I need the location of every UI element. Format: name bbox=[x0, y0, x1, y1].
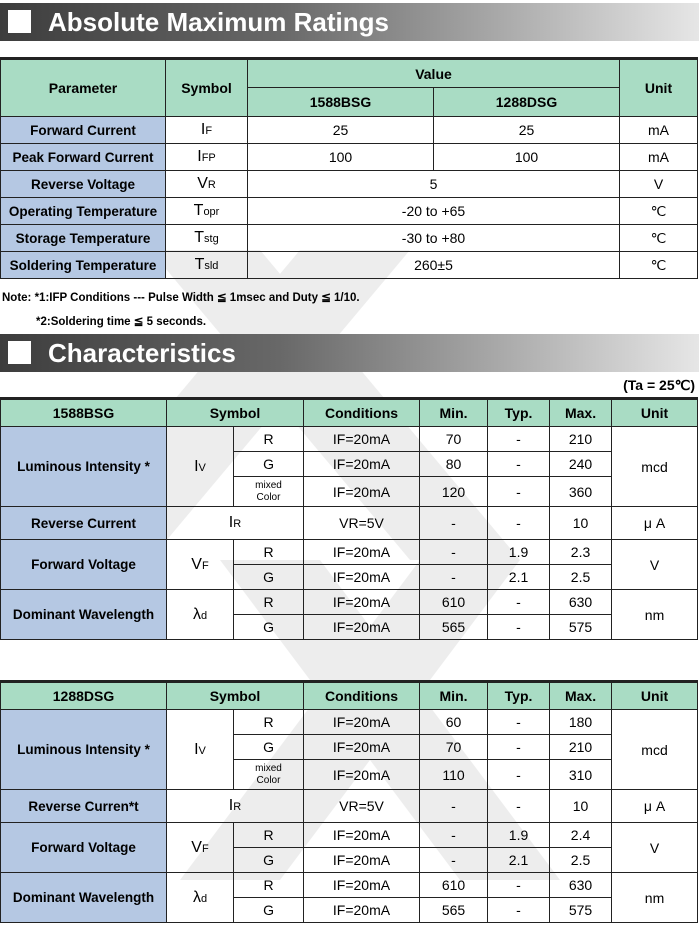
symbol-cell: Tstg bbox=[166, 225, 248, 252]
param-label: Forward Voltage bbox=[1, 540, 167, 590]
typ-cell: - bbox=[488, 735, 550, 760]
max-cell: 630 bbox=[550, 590, 612, 615]
max-cell: 575 bbox=[550, 615, 612, 640]
max-cell: 210 bbox=[550, 735, 612, 760]
max-cell: 240 bbox=[550, 452, 612, 477]
param-label: Soldering Temperature bbox=[1, 252, 166, 279]
typ-cell: 1.9 bbox=[488, 540, 550, 565]
header-model-a: 1588BSG bbox=[248, 88, 434, 117]
table-row bbox=[1, 540, 698, 565]
typ-cell: 2.1 bbox=[488, 848, 550, 873]
table-row bbox=[1, 117, 698, 144]
table-row bbox=[1, 873, 698, 898]
condition-cell: IF=20mA bbox=[304, 615, 420, 640]
min-cell: 610 bbox=[420, 590, 488, 615]
max-cell: 310 bbox=[550, 760, 612, 790]
color-cell: G bbox=[234, 898, 304, 923]
header-min: Min. bbox=[420, 399, 488, 427]
max-cell: 2.4 bbox=[550, 823, 612, 848]
typ-cell: - bbox=[488, 427, 550, 452]
typ-cell: - bbox=[488, 452, 550, 477]
min-cell: - bbox=[420, 507, 488, 540]
section-title: Absolute Maximum Ratings bbox=[48, 7, 389, 37]
symbol-cell: IR bbox=[167, 790, 304, 823]
symbol-cell: Tsld bbox=[166, 252, 248, 279]
param-label: Forward Current bbox=[1, 117, 166, 144]
condition-cell: IF=20mA bbox=[304, 848, 420, 873]
min-cell: - bbox=[420, 540, 488, 565]
table-row bbox=[1, 507, 698, 540]
condition-cell: IF=20mA bbox=[304, 898, 420, 923]
param-label: Storage Temperature bbox=[1, 225, 166, 252]
condition-cell: IF=20mA bbox=[304, 735, 420, 760]
param-label: Reverse Curren*t bbox=[1, 790, 167, 823]
unit-cell: μ A bbox=[612, 790, 698, 823]
header-model-b: 1288DSG bbox=[434, 88, 620, 117]
table-row bbox=[1, 823, 698, 848]
section-square-icon bbox=[8, 10, 31, 33]
typ-cell: - bbox=[488, 615, 550, 640]
max-cell: 575 bbox=[550, 898, 612, 923]
symbol-cell: VF bbox=[167, 823, 234, 873]
typ-cell: 2.1 bbox=[488, 565, 550, 590]
min-cell: 110 bbox=[420, 760, 488, 790]
symbol-cell: IV bbox=[167, 427, 234, 507]
symbol-cell: VR bbox=[166, 171, 248, 198]
unit-cell: ℃ bbox=[620, 198, 698, 225]
condition-cell: IF=20mA bbox=[304, 540, 420, 565]
typ-cell: - bbox=[488, 590, 550, 615]
section-header-characteristics bbox=[0, 334, 699, 372]
table-row bbox=[1, 427, 698, 452]
color-cell: R bbox=[234, 873, 304, 898]
color-cell: mixed Color bbox=[234, 477, 304, 507]
color-cell: G bbox=[234, 615, 304, 640]
min-cell: 70 bbox=[420, 735, 488, 760]
condition-cell: IF=20mA bbox=[304, 590, 420, 615]
table-row bbox=[1, 198, 698, 225]
unit-cell: mA bbox=[620, 144, 698, 171]
value-cell: 260±5 bbox=[248, 252, 620, 279]
header-parameter: Parameter bbox=[1, 59, 166, 117]
typ-cell: 1.9 bbox=[488, 823, 550, 848]
value-cell: 5 bbox=[248, 171, 620, 198]
header-conditions: Conditions bbox=[304, 682, 420, 710]
typ-cell: - bbox=[488, 898, 550, 923]
param-label: Peak Forward Current bbox=[1, 144, 166, 171]
unit-cell: V bbox=[612, 823, 698, 873]
unit-cell: V bbox=[620, 171, 698, 198]
section-header-absolute-max bbox=[0, 3, 699, 41]
max-cell: 210 bbox=[550, 427, 612, 452]
header-unit: Unit bbox=[612, 682, 698, 710]
unit-cell: ℃ bbox=[620, 252, 698, 279]
condition-cell: IF=20mA bbox=[304, 565, 420, 590]
header-symbol: Symbol bbox=[166, 59, 248, 117]
min-cell: 610 bbox=[420, 873, 488, 898]
table-row bbox=[1, 710, 698, 735]
condition-cell: VR=5V bbox=[304, 507, 420, 540]
typ-cell: - bbox=[488, 507, 550, 540]
condition-cell: IF=20mA bbox=[304, 760, 420, 790]
condition-cell: IF=20mA bbox=[304, 477, 420, 507]
max-cell: 630 bbox=[550, 873, 612, 898]
color-cell: G bbox=[234, 565, 304, 590]
header-value: Value bbox=[248, 59, 620, 88]
ratings-table bbox=[0, 57, 698, 279]
header-max: Max. bbox=[550, 682, 612, 710]
table-row bbox=[1, 225, 698, 252]
min-cell: 120 bbox=[420, 477, 488, 507]
symbol-cell: Topr bbox=[166, 198, 248, 225]
characteristics-table-1288dsg bbox=[0, 680, 698, 923]
table-row bbox=[1, 790, 698, 823]
color-cell: R bbox=[234, 427, 304, 452]
typ-cell: - bbox=[488, 790, 550, 823]
unit-cell: mA bbox=[620, 117, 698, 144]
condition-cell: IF=20mA bbox=[304, 823, 420, 848]
max-cell: 360 bbox=[550, 477, 612, 507]
max-cell: 180 bbox=[550, 710, 612, 735]
value-cell: -30 to +80 bbox=[248, 225, 620, 252]
min-cell: 70 bbox=[420, 427, 488, 452]
min-cell: 60 bbox=[420, 710, 488, 735]
min-cell: - bbox=[420, 823, 488, 848]
min-cell: - bbox=[420, 565, 488, 590]
header-unit: Unit bbox=[612, 399, 698, 427]
max-cell: 10 bbox=[550, 790, 612, 823]
table-row bbox=[1, 252, 698, 279]
min-cell: 80 bbox=[420, 452, 488, 477]
param-label: Reverse Voltage bbox=[1, 171, 166, 198]
min-cell: 565 bbox=[420, 898, 488, 923]
symbol-cell: λd bbox=[167, 873, 234, 923]
unit-cell: ℃ bbox=[620, 225, 698, 252]
unit-cell: V bbox=[612, 540, 698, 590]
unit-cell: μ A bbox=[612, 507, 698, 540]
param-label: Forward Voltage bbox=[1, 823, 167, 873]
note-1: Note: *1:IFP Conditions --- Pulse Width ≦ 1msec and Duty ≦ 1/10. bbox=[2, 292, 360, 304]
condition-cell: IF=20mA bbox=[304, 452, 420, 477]
unit-cell: nm bbox=[612, 590, 698, 640]
min-cell: - bbox=[420, 790, 488, 823]
color-cell: G bbox=[234, 848, 304, 873]
symbol-cell: IFP bbox=[166, 144, 248, 171]
color-cell: G bbox=[234, 452, 304, 477]
table-row bbox=[1, 171, 698, 198]
header-max: Max. bbox=[550, 399, 612, 427]
max-cell: 2.3 bbox=[550, 540, 612, 565]
typ-cell: - bbox=[488, 477, 550, 507]
condition-cell: VR=5V bbox=[304, 790, 420, 823]
color-cell: mixed Color bbox=[234, 760, 304, 790]
value-cell: 100 bbox=[248, 144, 434, 171]
unit-cell: mcd bbox=[612, 427, 698, 507]
header-model: 1288DSG bbox=[1, 682, 167, 710]
value-cell: 25 bbox=[248, 117, 434, 144]
param-label: Dominant Wavelength bbox=[1, 590, 167, 640]
param-label: Luminous Intensity * bbox=[1, 427, 167, 507]
typ-cell: - bbox=[488, 710, 550, 735]
header-typ: Typ. bbox=[488, 682, 550, 710]
header-model: 1588BSG bbox=[1, 399, 167, 427]
header-min: Min. bbox=[420, 682, 488, 710]
symbol-cell: IR bbox=[167, 507, 304, 540]
header-symbol: Symbol bbox=[167, 682, 304, 710]
color-cell: R bbox=[234, 590, 304, 615]
color-cell: G bbox=[234, 735, 304, 760]
table-row bbox=[1, 590, 698, 615]
condition-cell: IF=20mA bbox=[304, 710, 420, 735]
unit-cell: nm bbox=[612, 873, 698, 923]
header-unit: Unit bbox=[620, 59, 698, 117]
typ-cell: - bbox=[488, 760, 550, 790]
param-label: Dominant Wavelength bbox=[1, 873, 167, 923]
condition-cell: IF=20mA bbox=[304, 427, 420, 452]
max-cell: 2.5 bbox=[550, 565, 612, 590]
header-typ: Typ. bbox=[488, 399, 550, 427]
param-label: Luminous Intensity * bbox=[1, 710, 167, 790]
min-cell: 565 bbox=[420, 615, 488, 640]
condition-cell: IF=20mA bbox=[304, 873, 420, 898]
unit-cell: mcd bbox=[612, 710, 698, 790]
value-cell: 25 bbox=[434, 117, 620, 144]
value-cell: -20 to +65 bbox=[248, 198, 620, 225]
symbol-cell: IF bbox=[166, 117, 248, 144]
section-square-icon bbox=[8, 341, 31, 364]
header-conditions: Conditions bbox=[304, 399, 420, 427]
table-row bbox=[1, 144, 698, 171]
symbol-cell: λd bbox=[167, 590, 234, 640]
note-2: *2:Soldering time ≦ 5 seconds. bbox=[36, 316, 207, 328]
value-cell: 100 bbox=[434, 144, 620, 171]
max-cell: 2.5 bbox=[550, 848, 612, 873]
color-cell: R bbox=[234, 710, 304, 735]
param-label: Operating Temperature bbox=[1, 198, 166, 225]
color-cell: R bbox=[234, 540, 304, 565]
characteristics-table-1588bsg bbox=[0, 397, 698, 640]
typ-cell: - bbox=[488, 873, 550, 898]
symbol-cell: VF bbox=[167, 540, 234, 590]
max-cell: 10 bbox=[550, 507, 612, 540]
ambient-temperature-label: (Ta = 25℃) bbox=[623, 377, 695, 393]
symbol-cell: IV bbox=[167, 710, 234, 790]
color-cell: R bbox=[234, 823, 304, 848]
param-label: Reverse Current bbox=[1, 507, 167, 540]
header-symbol: Symbol bbox=[167, 399, 304, 427]
section-title: Characteristics bbox=[48, 338, 236, 368]
min-cell: - bbox=[420, 848, 488, 873]
